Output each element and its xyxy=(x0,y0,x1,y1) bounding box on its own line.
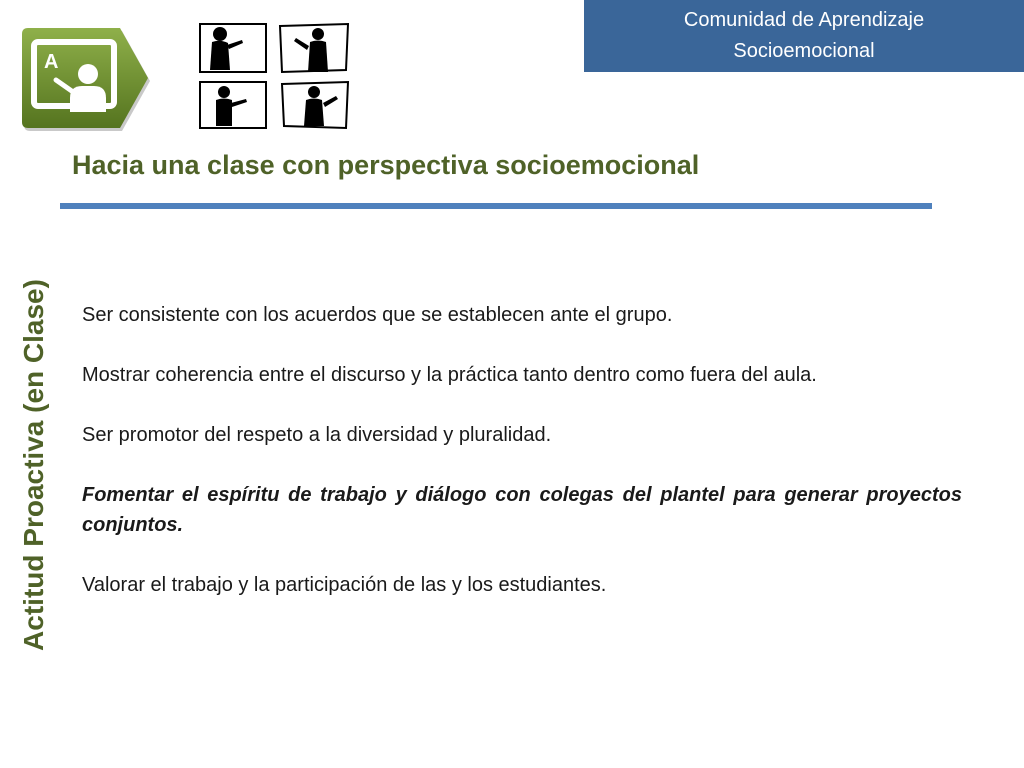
list-item: Mostrar coherencia entre el discurso y la práctica tanto dentro como fuera del aula. xyxy=(82,364,817,386)
header-line-1: Comunidad de Aprendizaje xyxy=(683,9,925,31)
list-item-emphasized: Fomentar el espíritu de trabajo y diálogo con colegas del plantel para generar proyectos conjuntos. xyxy=(82,484,962,536)
header-line-2: Socioemocional xyxy=(733,40,875,62)
content-list xyxy=(82,300,962,630)
page-title: Hacia una clase con perspectiva socioemocional xyxy=(72,150,700,180)
svg-text:A: A xyxy=(44,51,59,73)
side-vertical-title: Actitud Proactiva (en Clase) xyxy=(18,279,49,651)
title-divider xyxy=(60,203,932,209)
header-banner xyxy=(584,0,1024,72)
list-item: Ser promotor del respeto a la diversidad y pluralidad. xyxy=(82,424,552,446)
list-item: Valorar el trabajo y la participación de las y los estudiantes. xyxy=(82,574,607,596)
list-item: Ser consistente con los acuerdos que se establecen ante el grupo. xyxy=(82,304,673,326)
teacher-board-icon xyxy=(22,28,150,132)
classroom-figures-icon xyxy=(196,22,352,132)
